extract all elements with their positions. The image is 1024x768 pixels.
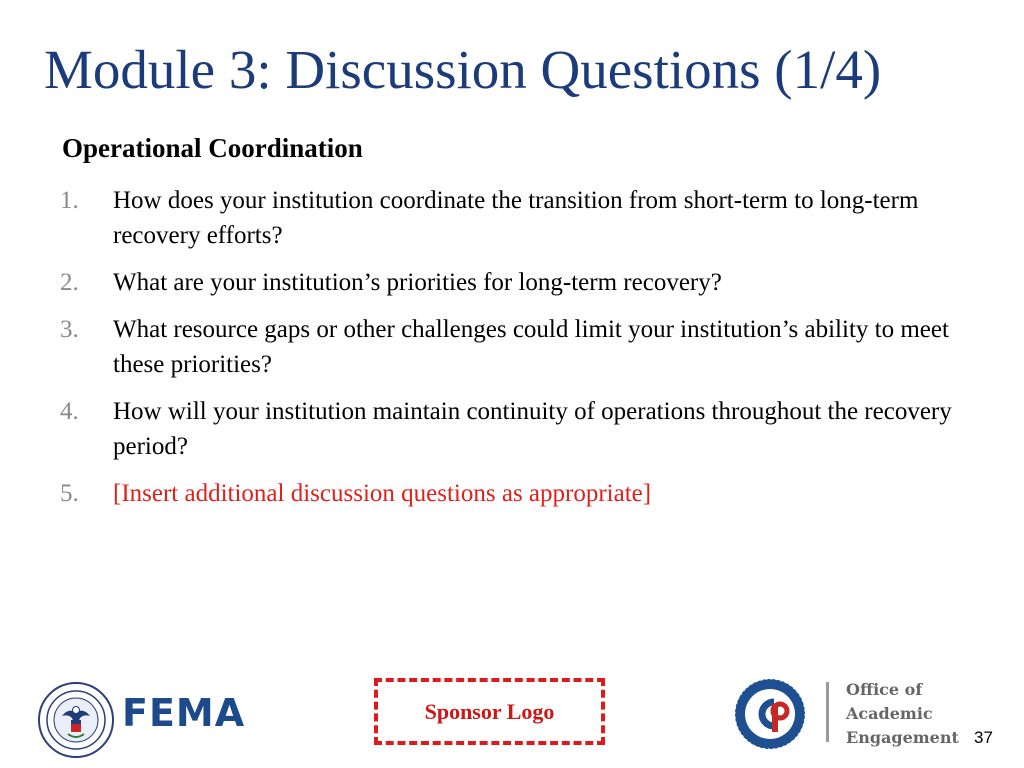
page-number: 37 [974, 728, 993, 747]
question-number: 5. [60, 480, 79, 507]
question-item [60, 183, 960, 253]
question-number: 3. [60, 316, 79, 343]
office-line: Academic [846, 704, 933, 723]
dhs-seal-icon [38, 682, 114, 758]
office-line: Engagement [846, 728, 959, 747]
question-text: What resource gaps or other challenges could limit your institution’s ability to meet these priorities? [113, 316, 949, 378]
office-of-academic-engagement [846, 678, 959, 750]
question-number: 1. [60, 187, 79, 214]
sponsor-logo-label: Sponsor Logo [424, 698, 555, 724]
placeholder-question-text: [Insert additional discussion questions as appropriate] [113, 480, 652, 507]
question-list [60, 183, 960, 523]
section-heading: Operational Coordination [62, 133, 363, 163]
question-item [60, 312, 960, 382]
campus-resilience-program-logo-icon [734, 678, 806, 750]
question-text: How does your institution coordinate the transition from short-term to long-term recovery efforts? [113, 187, 919, 249]
office-line: Office of [846, 680, 923, 699]
slide-title: Module 3: Discussion Questions (1/4) [44, 39, 882, 100]
question-item [60, 265, 960, 300]
question-item [60, 394, 960, 464]
question-text: How will your institution maintain continuity of operations throughout the recovery period? [113, 398, 952, 460]
question-number: 4. [60, 398, 79, 425]
fema-wordmark: FEMA [122, 691, 246, 735]
sponsor-logo-placeholder [374, 678, 605, 745]
question-item [60, 476, 960, 511]
question-text: What are your institution’s priorities for long-term recovery? [113, 269, 722, 296]
logo-divider [826, 682, 829, 742]
question-number: 2. [60, 269, 79, 296]
